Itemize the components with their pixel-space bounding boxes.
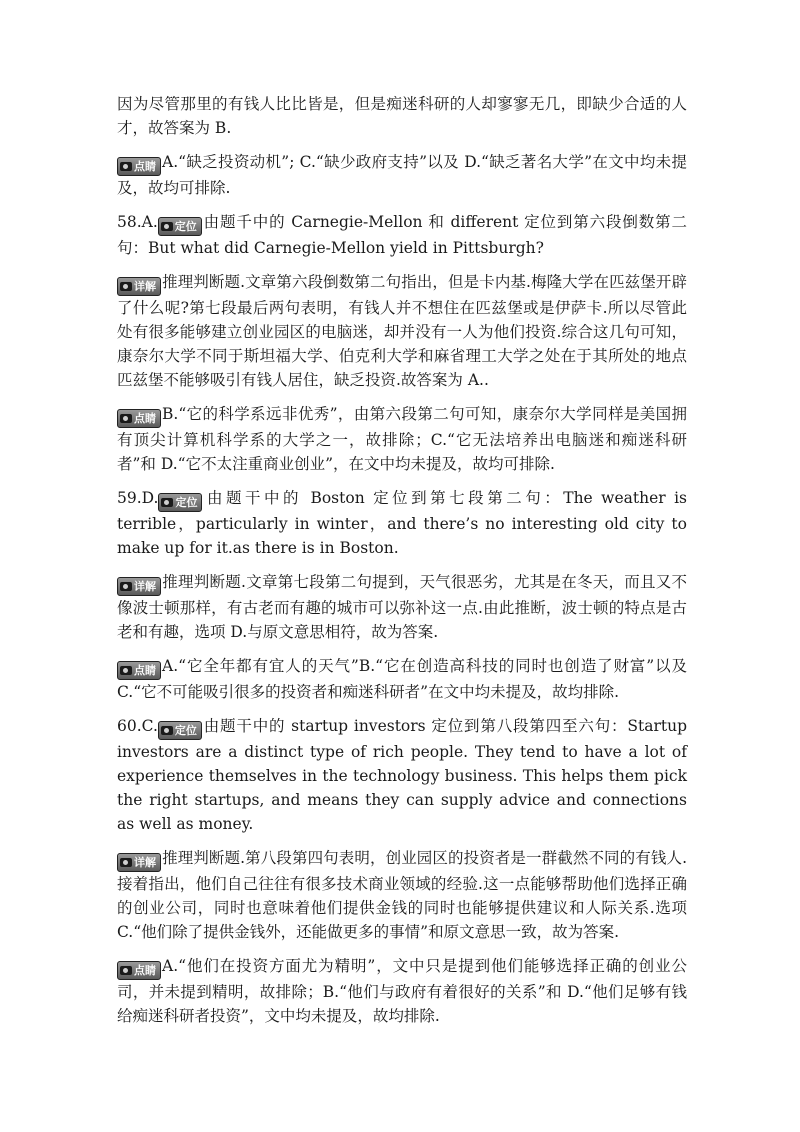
question-number: 60.C. [117,717,158,735]
camera-icon [120,582,132,591]
badge-label: 定位 [174,724,197,737]
badge-label: 定位 [174,220,197,233]
paragraph-text: A.“它全年都有宜人的天气”B.“它在创造高科技的同时也创造了财富”以及 C.“它不可能吸引很多的投资者和痴迷科研者”在文中均未提及，故均排除. [117,657,687,701]
paragraph-text: 由题千中的 Carnegie-Mellon 和 different 定位到第六段倒数第二句：But what did Carnegie-Mellon yield in Pittsburgh? [117,213,687,257]
note-badge [117,157,161,176]
locate-badge [158,217,202,236]
camera-icon [120,666,132,675]
badge-label: 点睛 [134,160,156,173]
paragraph-text: 由题干中的 Boston 定位到第七段第二句：The weather is terrible，particularly in winter，and there’s no interesting old city to make up for it.as there is in Boston. [117,489,687,557]
paragraph-text: 推理判断题.文章第六段倒数第二句指出，但是卡内基.梅隆大学在匹兹堡开辟了什么呢?第七段最后两句表明，有钱人并不想住在匹兹堡或是伊萨卡.所以尽管此处有很多能够建立创业园区的电脑迷，却并没有一人为他们投资.综合这几句可知，康奈尔大学不同于斯坦福大学、伯克利大学和麻省理工大学之处在于其所处的地点匹兹堡不能够吸引有钱人居住，缺乏投资.故答案为 A.. [117,273,687,389]
paragraph-note-59 [117,654,687,704]
detail-badge [117,853,161,872]
badge-label: 详解 [134,856,156,869]
camera-icon [161,222,173,231]
paragraph-note-60 [117,954,687,1028]
note-badge [117,661,161,680]
badge-label: 定位 [175,496,198,509]
paragraph-continuation [117,92,687,140]
paragraph-note-58 [117,402,687,476]
badge-label: 点睛 [134,964,156,977]
note-badge [117,409,161,428]
badge-label: 点睛 [134,412,156,425]
paragraph-locate-60 [117,714,687,836]
camera-icon [120,282,132,291]
paragraph-locate-58 [117,210,687,260]
camera-icon [120,162,132,171]
paragraph-text: 由题干中的 startup investors 定位到第八段第四至六句：Startup investors are a distinct type of rich people. They tend to have a lot of experience themselves in the technology business. This helps them pick the right startups, and means they can supply advice and connections as well as money. [117,717,687,833]
detail-badge [117,577,161,596]
locate-badge [158,493,202,512]
paragraph-text: 推理判断题.第八段第四句表明，创业园区的投资者是一群截然不同的有钱人.接着指出，他们自己往往有很多技术商业领域的经验.这一点能够帮助他们选择正确的创业公司，同时也意味着他们提供金钱的同时也能够提供建议和人际关系.选项 C.“他们除了提供金钱外，还能做更多的事情”和原文意思一致，故为答案. [117,849,687,941]
camera-icon [161,726,173,735]
camera-icon [120,966,132,975]
paragraph-locate-59 [117,486,687,560]
note-badge [117,961,161,980]
camera-icon [120,414,132,423]
detail-badge [117,277,161,296]
camera-icon [161,498,173,507]
question-number: 59.D. [117,489,159,507]
paragraph-detail-60 [117,846,687,944]
paragraph-text: A.“缺乏投资动机”; C.“缺少政府支持”以及 D.“缺乏著名大学”在文中均未提及，故均可排除. [117,153,687,197]
paragraph-detail-59 [117,570,687,644]
paragraph-text: A.“他们在投资方面尤为精明”，文中只是提到他们能够选择正确的创业公司，并未提到精明，故排除；B.“他们与政府有着很好的关系”和 D.“他们足够有钱给痴迷科研者投资”，文中均未提及，故均排除. [117,957,687,1025]
answer-explanation-page [117,92,687,1038]
paragraph-text: B.“它的科学系远非优秀”，由第六段第二句可知，康奈尔大学同样是美国拥有顶尖计算机科学系的大学之一，故排除；C.“它无法培养出电脑迷和痴迷科研者”和 D.“它不太注重商业创业”，在文中均未提及，故均可排除. [117,405,687,473]
locate-badge [158,721,202,740]
paragraph-detail-58 [117,270,687,392]
badge-label: 详解 [134,280,156,293]
camera-icon [120,858,132,867]
paragraph-note [117,150,687,200]
paragraph-text: 推理判断题.文章第七段第二句提到，天气很恶劣，尤其是在冬天，而且又不像波士顿那样，有古老而有趣的城市可以弥补这一点.由此推断，波士顿的特点是古老和有趣，选项 D.与原文意思相符，故为答案. [117,573,687,641]
question-number: 58.A. [117,213,158,231]
paragraph-text: 因为尽管那里的有钱人比比皆是，但是痴迷科研的人却寥寥无几，即缺少合适的人才，故答案为 B. [117,95,687,137]
badge-label: 详解 [134,580,156,593]
badge-label: 点睛 [134,664,156,677]
